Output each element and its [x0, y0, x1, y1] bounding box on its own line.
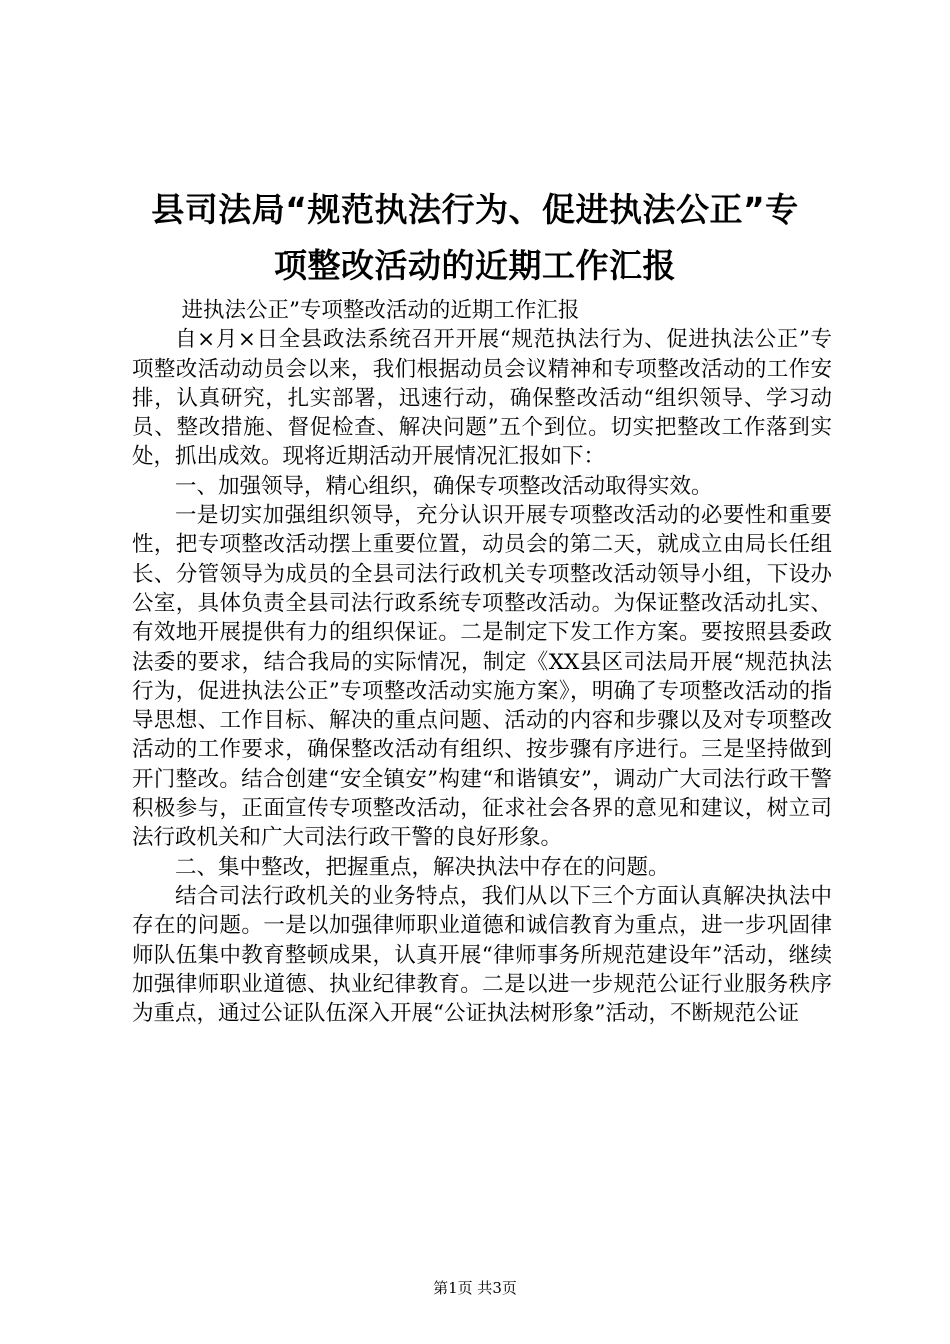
page-number-footer: 第1页 共3页 — [433, 1279, 517, 1297]
title-line-2: 项整改活动的近期工作汇报 — [274, 246, 676, 286]
section-heading-1: 一、加强领导，精心组织，确保专项整改活动取得实效。 — [175, 473, 713, 499]
document-title — [110, 182, 840, 294]
paragraph-section-1: 一是切实加强组织领导，充分认识开展专项整改活动的必要性和重要性，把专项整改活动摆上重要位置，动员会的第二天，就成立由局长任组长、分管领导为成员的全县司法行政机关专项整改活动领导小组，下设办公室，具体负责全县司法行政系统专项整改活动。为保证整改活动扎实、有效地开展提供有力的组织保证。二是制定下发工作方案。要按照县委政法委的要求，结合我局的实际情况，制定《XX县区司法局开展“规范执法行为，促进执法公正”专项整改活动实施方案》，明确了专项整改活动的指导思想、工作目标、解决的重点问题、活动的内容和步骤以及对专项整改活动的工作要求，确保整改活动有组织、按步骤有序进行。三是坚持做到开门整改。结合创建“安全镇安”构建“和谐镇安”，调动广大司法行政干警积极参与，正面宣传专项整改活动，征求社会各界的意见和建议，树立司法行政机关和广大司法行政干警的良好形象。 — [132, 503, 832, 851]
title-line-1: 县司法局“规范执法行为、促进执法公正”专 — [151, 190, 799, 230]
paragraph-intro: 自×月×日全县政法系统召开开展“规范执法行为、促进执法公正”专项整改活动动员会以来，我们根据动员会议精神和专项整改活动的工作安排，认真研究，扎实部署，迅速行动，确保整改活动“组织领导、学习动员、整改措施、督促检查、解决问题”五个到位。切实把整改工作落到实处，抓出成效。现将近期活动开展情况汇报如下： — [132, 327, 832, 470]
section-heading-2: 二、集中整改，把握重点，解决执法中存在的问题。 — [175, 854, 670, 880]
document-body — [132, 296, 832, 1028]
paragraph-section-2: 结合司法行政机关的业务特点，我们从以下三个方面认真解决执法中存在的问题。一是以加强律师职业道德和诚信教育为重点，进一步巩固律师队伍集中教育整顿成果，认真开展“律师事务所规范建设年”活动，继续加强律师职业道德、执业纪律教育。二是以进一步规范公证行业服务秩序为重点，通过公证队伍深入开展“公证执法树形象”活动，不断规范公证 — [132, 883, 832, 1027]
paragraph-subtitle: 进执法公正”专项整改活动的近期工作汇报 — [181, 298, 580, 323]
